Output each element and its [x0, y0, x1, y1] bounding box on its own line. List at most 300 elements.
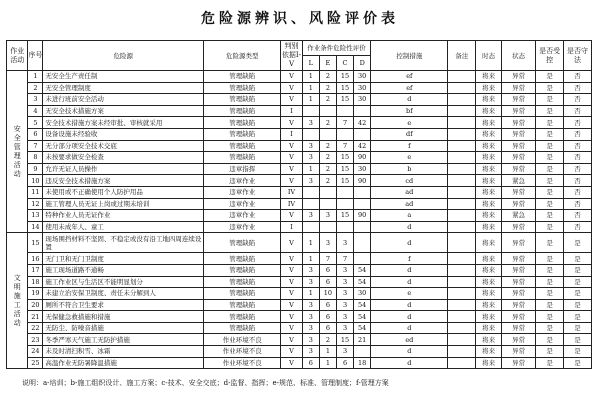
cell-hazard-type: 作业环境不良 [204, 357, 281, 369]
cell-hazard-type: 管理缺陷 [204, 140, 281, 152]
cell-hazard-type: 违章作业 [204, 175, 281, 187]
cell-l [302, 128, 319, 140]
cell-compliant: 是 [564, 357, 592, 369]
cell-hazard-type: 管理缺陷 [204, 94, 281, 106]
cell-e: 2 [319, 152, 336, 164]
cell-timestate: 将来 [476, 264, 502, 276]
table-row [7, 82, 592, 94]
cell-e: 3 [319, 233, 336, 253]
cell-c: 3 [336, 276, 353, 288]
cell-timestate: 将来 [476, 186, 502, 198]
cell-d [354, 105, 371, 117]
cell-seq: 4 [28, 105, 43, 117]
cell-status: 异常 [501, 264, 535, 276]
cell-seq: 23 [28, 334, 43, 346]
cell-d [354, 128, 371, 140]
cell-remark [448, 198, 476, 210]
cell-basis: IV [281, 186, 302, 198]
cell-basis: IV [281, 198, 302, 210]
cell-e: 6 [319, 299, 336, 311]
cell-hazard: 厕所不符合卫生要求 [43, 299, 204, 311]
cell-remark [448, 210, 476, 222]
cell-seq: 12 [28, 198, 43, 210]
cell-compliant: 是 [564, 253, 592, 265]
cell-e: 6 [319, 311, 336, 323]
cell-controlled: 是 [536, 334, 564, 346]
cell-hazard-type: 作业环境不良 [204, 334, 281, 346]
cell-controlled: 是 [536, 175, 564, 187]
cell-c: 3 [336, 264, 353, 276]
cell-remark [448, 71, 476, 83]
cell-controlled: 是 [536, 198, 564, 210]
cell-compliant: 是 [564, 334, 592, 346]
table-row [7, 288, 592, 300]
cell-e: 2 [319, 140, 336, 152]
cell-status: 异常 [501, 276, 535, 288]
cell-hazard: 高温作业无防暑降温措施 [43, 357, 204, 369]
cell-basis: V [281, 322, 302, 334]
cell-status: 异常 [501, 288, 535, 300]
cell-basis: V [281, 299, 302, 311]
cell-timestate: 将来 [476, 198, 502, 210]
cell-timestate: 将来 [476, 140, 502, 152]
cell-seq: 24 [28, 346, 43, 358]
table-header [7, 41, 592, 71]
cell-c: 3 [336, 299, 353, 311]
cell-hazard: 特种作业人员无证作业 [43, 210, 204, 222]
cell-e [319, 105, 336, 117]
cell-e: 2 [319, 94, 336, 106]
table-row [7, 186, 592, 198]
cell-controlled: 是 [536, 233, 564, 253]
cell-c: 3 [336, 311, 353, 323]
cell-hazard: 违反安全技术措施方案 [43, 175, 204, 187]
cell-status: 异常 [501, 117, 535, 129]
cell-hazard: 冬季严寒天气施工无防护措施 [43, 334, 204, 346]
cell-timestate: 将来 [476, 311, 502, 323]
table-row [7, 152, 592, 164]
header-hazard: 危险源 [43, 41, 204, 71]
cell-hazard-type: 管理缺陷 [204, 276, 281, 288]
cell-compliant: 是 [564, 322, 592, 334]
table-row [7, 346, 592, 358]
cell-timestate: 将来 [476, 322, 502, 334]
cell-d [354, 233, 371, 253]
cell-status: 异常 [501, 140, 535, 152]
cell-d: 54 [354, 299, 371, 311]
cell-controlled: 是 [536, 117, 564, 129]
cell-timestate: 将来 [476, 253, 502, 265]
cell-measures: a [371, 210, 448, 222]
cell-c: 3 [336, 322, 353, 334]
cell-l: 1 [302, 82, 319, 94]
cell-measures: ad [371, 186, 448, 198]
cell-l: 1 [302, 71, 319, 83]
cell-l: 3 [302, 299, 319, 311]
cell-status: 异常 [501, 198, 535, 210]
cell-remark [448, 152, 476, 164]
cell-seq: 11 [28, 186, 43, 198]
header-status: 状态 [501, 41, 535, 71]
cell-e: 6 [319, 264, 336, 276]
cell-d [354, 253, 371, 265]
cell-status: 异常 [501, 311, 535, 323]
cell-d: 90 [354, 175, 371, 187]
cell-e: 3 [319, 210, 336, 222]
cell-seq: 13 [28, 210, 43, 222]
cell-remark [448, 357, 476, 369]
cell-measures: e [371, 117, 448, 129]
cell-hazard-type: 管理缺陷 [204, 152, 281, 164]
cell-controlled: 是 [536, 210, 564, 222]
cell-controlled: 是 [536, 140, 564, 152]
cell-remark [448, 334, 476, 346]
cell-c: 15 [336, 175, 353, 187]
cell-c [336, 186, 353, 198]
cell-timestate: 将来 [476, 152, 502, 164]
cell-hazard-type: 违章作业 [204, 186, 281, 198]
cell-compliant: 否 [564, 128, 592, 140]
cell-hazard: 未按要求做安全检查 [43, 152, 204, 164]
cell-c: 7 [336, 117, 353, 129]
activity-label: 安全管理活动 [13, 124, 21, 178]
table-row [7, 276, 592, 288]
cell-measures: ef [371, 71, 448, 83]
header-controlled: 是否受控 [536, 41, 564, 71]
cell-basis: V [281, 357, 302, 369]
cell-c [336, 198, 353, 210]
cell-compliant: 否 [564, 221, 592, 233]
cell-d: 30 [354, 288, 371, 300]
cell-hazard-type: 管理缺陷 [204, 322, 281, 334]
cell-compliant: 是 [564, 233, 592, 253]
cell-hazard: 未进行班前安全活动 [43, 94, 204, 106]
table-row [7, 264, 592, 276]
cell-compliant: 是 [564, 346, 592, 358]
cell-remark [448, 264, 476, 276]
cell-d: 54 [354, 264, 371, 276]
cell-c: 15 [336, 210, 353, 222]
cell-basis: V [281, 253, 302, 265]
cell-hazard-type: 管理缺陷 [204, 105, 281, 117]
cell-l: 6 [302, 357, 319, 369]
cell-timestate: 将来 [476, 233, 502, 253]
cell-l: 3 [302, 334, 319, 346]
cell-remark [448, 128, 476, 140]
cell-compliant: 是 [564, 299, 592, 311]
cell-compliant: 否 [564, 105, 592, 117]
activity-group-cell [7, 71, 28, 233]
table-row [7, 299, 592, 311]
header-condition: 作业条件危险性评价 [302, 41, 371, 56]
cell-basis: V [281, 71, 302, 83]
cell-basis: V [281, 346, 302, 358]
cell-measures: d [371, 276, 448, 288]
cell-seq: 8 [28, 152, 43, 164]
cell-controlled: 是 [536, 322, 564, 334]
cell-seq: 10 [28, 175, 43, 187]
cell-c: 6 [336, 357, 353, 369]
cell-status: 异常 [501, 128, 535, 140]
cell-e [319, 186, 336, 198]
cell-l: 1 [302, 163, 319, 175]
cell-seq: 18 [28, 276, 43, 288]
cell-l: 3 [302, 152, 319, 164]
cell-measures: d [371, 264, 448, 276]
cell-status: 异常 [501, 346, 535, 358]
cell-seq: 19 [28, 288, 43, 300]
table-row [7, 322, 592, 334]
cell-measures: d [371, 94, 448, 106]
cell-remark [448, 288, 476, 300]
header-compliant: 是否守法 [564, 41, 592, 71]
cell-hazard: 未及时清扫积雪、冰霜 [43, 346, 204, 358]
cell-e: 10 [319, 288, 336, 300]
legend-note: 说明：a-培训；b-施工组织设计、施工方案；c-技术、安全交底；d-监督、指挥；e-规范、标准、管理制度；f-管理方案 [22, 379, 389, 387]
activity-label: 文明施工活动 [13, 273, 21, 327]
cell-measures: e [371, 288, 448, 300]
cell-l: 1 [302, 288, 319, 300]
cell-compliant: 否 [564, 175, 592, 187]
cell-d [354, 346, 371, 358]
cell-c: 15 [336, 82, 353, 94]
header-e: E [319, 56, 336, 71]
cell-l: 3 [302, 210, 319, 222]
cell-e: 6 [319, 322, 336, 334]
cell-hazard-type: 管理缺陷 [204, 299, 281, 311]
cell-timestate: 将来 [476, 357, 502, 369]
cell-seq: 5 [28, 117, 43, 129]
header-hazard-type: 危险源类型 [204, 41, 281, 71]
cell-remark [448, 276, 476, 288]
cell-measures: d [371, 221, 448, 233]
cell-seq: 21 [28, 311, 43, 323]
cell-controlled: 是 [536, 288, 564, 300]
cell-hazard: 未建立治安保卫制度、责任未分解到人 [43, 288, 204, 300]
cell-remark [448, 346, 476, 358]
header-measures: 控制措施 [371, 41, 448, 71]
cell-status: 异常 [501, 71, 535, 83]
cell-d [354, 221, 371, 233]
cell-d: 30 [354, 71, 371, 83]
cell-compliant: 是 [564, 264, 592, 276]
cell-seq: 1 [28, 71, 43, 83]
cell-basis: V [281, 233, 302, 253]
cell-hazard-type: 管理缺陷 [204, 311, 281, 323]
cell-timestate: 将来 [476, 105, 502, 117]
cell-timestate: 将来 [476, 221, 502, 233]
header-seq: 序号 [28, 41, 43, 71]
cell-hazard-type: 管理缺陷 [204, 253, 281, 265]
table-row [7, 233, 592, 253]
cell-hazard-type: 违章指挥 [204, 163, 281, 175]
cell-e: 2 [319, 334, 336, 346]
activity-group-cell [7, 233, 28, 369]
cell-timestate: 将来 [476, 346, 502, 358]
cell-seq: 3 [28, 94, 43, 106]
cell-hazard: 现场围挡材料不坚固、不稳定或没有沿工地四周连续设置 [43, 233, 204, 253]
cell-d: 90 [354, 152, 371, 164]
cell-l: 3 [302, 346, 319, 358]
cell-status: 异常 [501, 163, 535, 175]
cell-status: 异常 [501, 152, 535, 164]
cell-measures: d [371, 322, 448, 334]
cell-timestate: 将来 [476, 288, 502, 300]
cell-compliant: 否 [564, 82, 592, 94]
cell-controlled: 是 [536, 264, 564, 276]
cell-l: 3 [302, 311, 319, 323]
cell-seq: 16 [28, 253, 43, 265]
cell-hazard: 无保健急救措施和措施 [43, 311, 204, 323]
cell-measures: ad [371, 198, 448, 210]
cell-compliant: 否 [564, 152, 592, 164]
cell-remark [448, 322, 476, 334]
cell-timestate: 将来 [476, 71, 502, 83]
cell-e [319, 198, 336, 210]
cell-timestate: 将来 [476, 117, 502, 129]
risk-assessment-table [6, 40, 592, 369]
cell-hazard: 无防尘、防噪音措施 [43, 322, 204, 334]
cell-controlled: 是 [536, 152, 564, 164]
cell-remark [448, 105, 476, 117]
cell-measures: bf [371, 105, 448, 117]
cell-measures: df [371, 128, 448, 140]
cell-status: 异常 [501, 82, 535, 94]
cell-hazard: 使用未成年人、童工 [43, 221, 204, 233]
cell-hazard: 未使用或不正确使用个人防护用品 [43, 186, 204, 198]
cell-e: 7 [319, 253, 336, 265]
cell-controlled: 是 [536, 346, 564, 358]
cell-basis: I [281, 128, 302, 140]
cell-c: 7 [336, 253, 353, 265]
cell-controlled: 是 [536, 311, 564, 323]
cell-controlled: 是 [536, 105, 564, 117]
cell-l: 3 [302, 175, 319, 187]
cell-hazard: 无安全技术措施方案 [43, 105, 204, 117]
cell-basis: V [281, 175, 302, 187]
cell-l [302, 221, 319, 233]
cell-compliant: 否 [564, 186, 592, 198]
cell-d: 54 [354, 311, 371, 323]
header-timestate: 时态 [476, 41, 502, 71]
cell-compliant: 是 [564, 288, 592, 300]
cell-e: 6 [319, 276, 336, 288]
cell-timestate: 将来 [476, 128, 502, 140]
page-title: 危险源辨识、风险评价表 [201, 11, 399, 27]
cell-status: 异常 [501, 334, 535, 346]
cell-c: 3 [336, 233, 353, 253]
cell-controlled: 是 [536, 186, 564, 198]
table-row [7, 140, 592, 152]
cell-c: 7 [336, 140, 353, 152]
cell-hazard-type: 违章作业 [204, 198, 281, 210]
header-c: C [336, 56, 353, 71]
cell-hazard-type: 违章作业 [204, 210, 281, 222]
cell-d: 54 [354, 276, 371, 288]
cell-seq: 14 [28, 221, 43, 233]
cell-basis: V [281, 82, 302, 94]
cell-hazard-type: 作业环境不良 [204, 346, 281, 358]
cell-compliant: 否 [564, 140, 592, 152]
cell-remark [448, 253, 476, 265]
cell-remark [448, 175, 476, 187]
cell-l [302, 198, 319, 210]
cell-remark [448, 186, 476, 198]
cell-l: 1 [302, 233, 319, 253]
cell-d: 30 [354, 94, 371, 106]
cell-c [336, 221, 353, 233]
cell-hazard-type: 管理缺陷 [204, 264, 281, 276]
cell-l: 1 [302, 94, 319, 106]
cell-compliant: 否 [564, 117, 592, 129]
cell-basis: V [281, 117, 302, 129]
cell-compliant: 否 [564, 163, 592, 175]
cell-basis: V [281, 276, 302, 288]
cell-seq: 20 [28, 299, 43, 311]
cell-status: 异常 [501, 322, 535, 334]
cell-seq: 22 [28, 322, 43, 334]
cell-l: 3 [302, 322, 319, 334]
table-row [7, 253, 592, 265]
cell-measures: e [371, 152, 448, 164]
cell-e: 2 [319, 175, 336, 187]
cell-controlled: 是 [536, 128, 564, 140]
cell-l: 1 [302, 253, 319, 265]
cell-status: 异常 [501, 253, 535, 265]
cell-hazard: 无分部分项安全技术交底 [43, 140, 204, 152]
cell-l: 3 [302, 264, 319, 276]
cell-timestate: 将来 [476, 299, 502, 311]
cell-e: 1 [319, 346, 336, 358]
cell-remark [448, 299, 476, 311]
cell-d: 42 [354, 117, 371, 129]
header-remark: 备注 [448, 41, 476, 71]
cell-status: 异常 [501, 299, 535, 311]
cell-controlled: 是 [536, 71, 564, 83]
cell-hazard: 无安全管理制度 [43, 82, 204, 94]
cell-c [336, 128, 353, 140]
cell-l [302, 186, 319, 198]
cell-basis: V [281, 140, 302, 152]
table-body [7, 71, 592, 369]
cell-controlled: 是 [536, 82, 564, 94]
cell-hazard-type: 管理缺陷 [204, 117, 281, 129]
cell-hazard: 允许无证人员操作 [43, 163, 204, 175]
cell-measures: ed [371, 334, 448, 346]
table-row [7, 128, 592, 140]
cell-status: 紧急 [501, 210, 535, 222]
cell-basis: I [281, 221, 302, 233]
cell-c: 3 [336, 346, 353, 358]
cell-l: 3 [302, 117, 319, 129]
cell-measures: d [371, 346, 448, 358]
table-row [7, 163, 592, 175]
cell-seq: 17 [28, 264, 43, 276]
cell-measures: f [371, 253, 448, 265]
cell-controlled: 是 [536, 357, 564, 369]
cell-c: 15 [336, 152, 353, 164]
cell-e: 2 [319, 71, 336, 83]
cell-basis: V [281, 152, 302, 164]
cell-controlled: 是 [536, 94, 564, 106]
cell-hazard-type: 管理缺陷 [204, 71, 281, 83]
cell-status: 异常 [501, 94, 535, 106]
cell-controlled: 是 [536, 253, 564, 265]
table-row [7, 71, 592, 83]
cell-timestate: 将来 [476, 210, 502, 222]
cell-timestate: 将来 [476, 163, 502, 175]
cell-remark [448, 94, 476, 106]
